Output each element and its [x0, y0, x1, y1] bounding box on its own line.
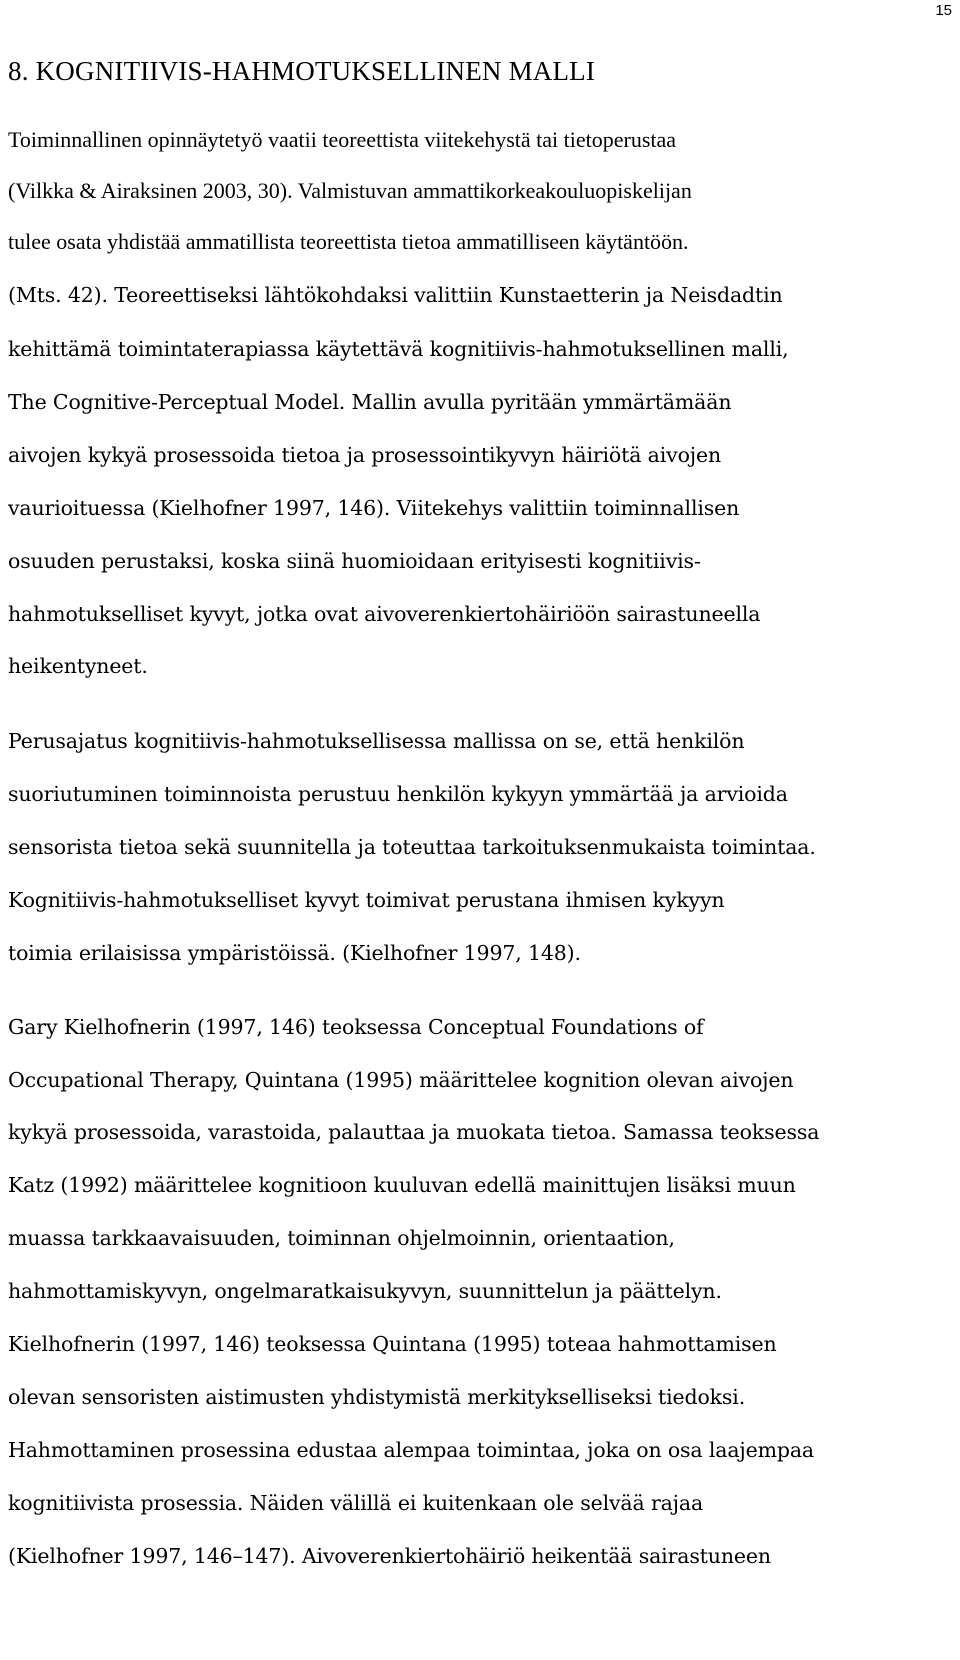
text-line: hahmotukselliset kyvyt, jotka ovat aivoverenkiertohäiriöön sairastuneella: [8, 602, 761, 626]
text-line: Kognitiivis-hahmotukselliset kyvyt toimivat perustana ihmisen kykyyn: [8, 888, 725, 912]
text-line: Toiminnallinen opinnäytetyö vaatii teoreettista viitekehystä tai tietoperustaa: [8, 127, 677, 152]
text-line: tulee osata yhdistää ammatillista teoreettista tietoa ammatilliseen käytäntöön.: [8, 229, 689, 254]
text-line: (Kielhofner 1997, 146–147). Aivoverenkiertohäiriö heikentää sairastuneen: [8, 1544, 771, 1568]
text-line: heikentyneet.: [8, 654, 148, 678]
text-line: toimia erilaisissa ympäristöissä. (Kielhofner 1997, 148).: [8, 941, 581, 965]
text-line: aivojen kykyä prosessoida tietoa ja prosessointikyvyn häiriötä aivojen: [8, 443, 721, 467]
text-line: kognitiivista prosessia. Näiden välillä ei kuitenkaan ole selvää rajaa: [8, 1491, 704, 1515]
text-line: Kielhofnerin (1997, 146) teoksessa Quintana (1995) toteaa hahmottamisen: [8, 1332, 777, 1356]
text-line: Perusajatus kognitiivis-hahmotuksellisessa mallissa on se, että henkilön: [8, 729, 745, 753]
text-line: The Cognitive-Perceptual Model. Mallin avulla pyritään ymmärtämään: [8, 390, 732, 414]
text-line: (Vilkka & Airaksinen 2003, 30). Valmistuvan ammattikorkeakouluopiskelijan: [8, 178, 692, 203]
text-line: vaurioituessa (Kielhofner 1997, 146). Viitekehys valittiin toiminnallisen: [8, 496, 740, 520]
text-line: osuuden perustaksi, koska siinä huomioidaan erityisesti kognitiivis-: [8, 549, 701, 573]
text-line: suoriutuminen toiminnoista perustuu henkilön kykyyn ymmärtää ja arvioida: [8, 782, 788, 806]
text-line: kykyä prosessoida, varastoida, palauttaa ja muokata tietoa. Samassa teoksessa: [8, 1120, 820, 1144]
text-line: kehittämä toimintaterapiassa käytettävä kognitiivis-hahmotuksellinen malli,: [8, 337, 789, 361]
text-line: (Mts. 42). Teoreettiseksi lähtökohdaksi valittiin Kunstaetterin ja Neisdadtin: [8, 283, 783, 307]
text-line: Katz (1992) määrittelee kognitioon kuuluvan edellä mainittujen lisäksi muun: [8, 1173, 796, 1197]
text-line: olevan sensoristen aistimusten yhdistymistä merkitykselliseksi tiedoksi.: [8, 1385, 746, 1409]
text-line: Occupational Therapy, Quintana (1995) määrittelee kognition olevan aivojen: [8, 1068, 794, 1092]
text-line: muassa tarkkaavaisuuden, toiminnan ohjelmoinnin, orientaation,: [8, 1226, 675, 1250]
text-line: sensorista tietoa sekä suunnitella ja toteuttaa tarkoituksenmukaista toimintaa.: [8, 835, 816, 859]
section-heading: 8. KOGNITIIVIS-HAHMOTUKSELLINEN MALLI: [8, 56, 596, 86]
page-number: 15: [935, 2, 952, 19]
text-line: Hahmottaminen prosessina edustaa alempaa toimintaa, joka on osa laajempaa: [8, 1438, 815, 1462]
text-line: Gary Kielhofnerin (1997, 146) teoksessa Conceptual Foundations of: [8, 1015, 704, 1039]
text-line: hahmottamiskyvyn, ongelmaratkaisukyvyn, suunnittelun ja päättelyn.: [8, 1279, 722, 1303]
